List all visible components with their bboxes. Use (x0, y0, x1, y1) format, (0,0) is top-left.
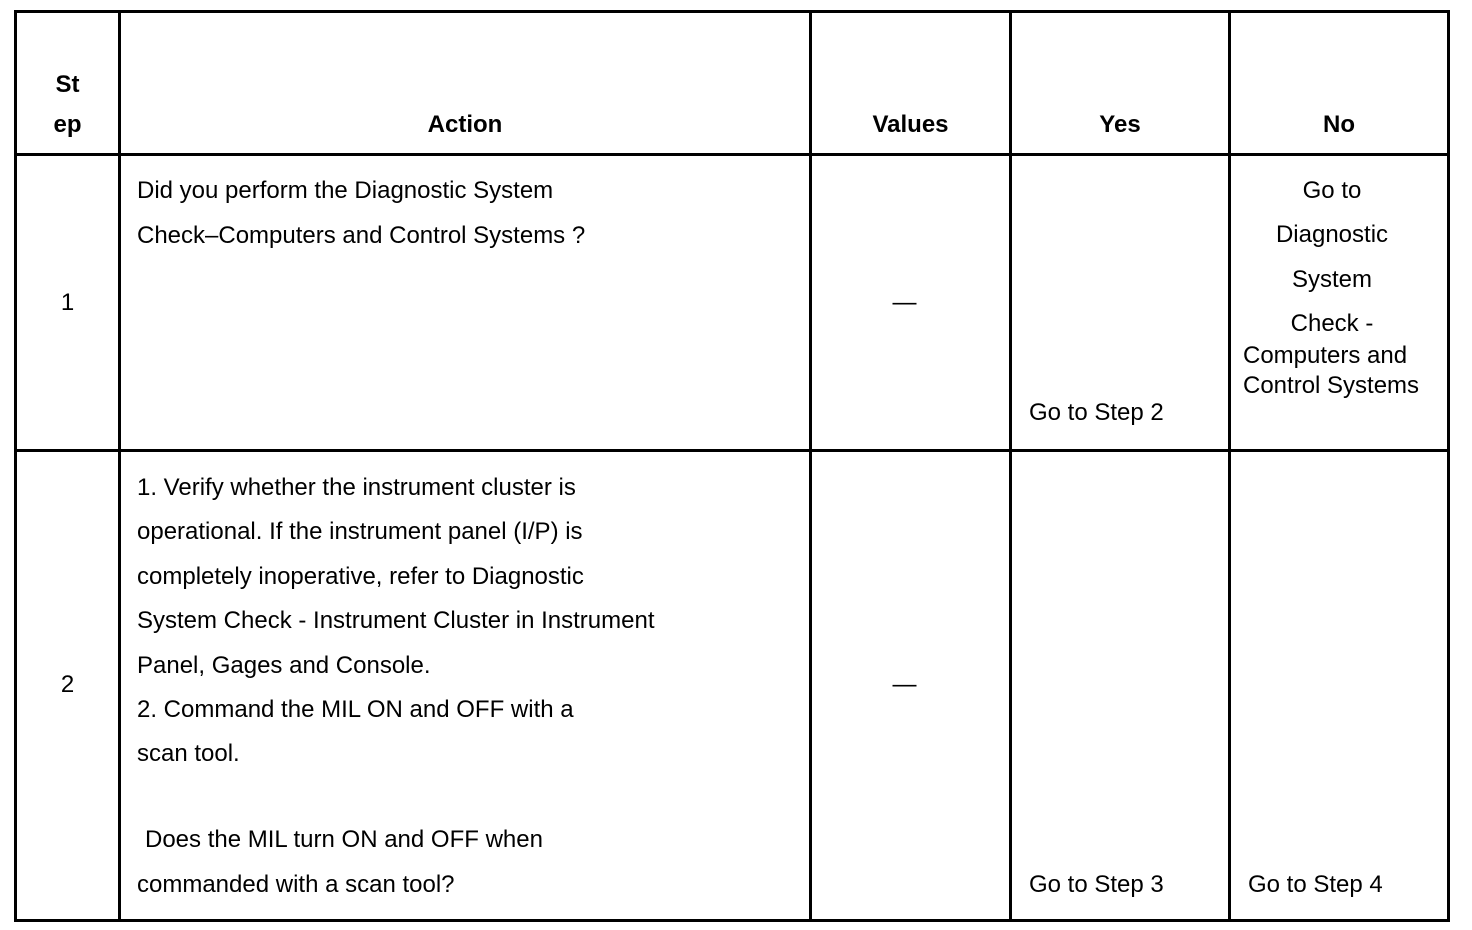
row2-action-line: Panel, Gages and Console. (137, 652, 431, 679)
row2-action-line: Does the MIL turn ON and OFF when (145, 826, 543, 853)
row1-value: — (892, 289, 917, 316)
column-divider (809, 13, 812, 919)
row1-no-line: Check - (1290, 310, 1374, 337)
column-divider (118, 13, 121, 919)
row2-action-line: operational. If the instrument panel (I/P) is (137, 518, 583, 545)
header-values: Values (872, 111, 949, 138)
row2-action-line: System Check - Instrument Cluster in Instrument (137, 607, 655, 634)
row2-action-line: 1. Verify whether the instrument cluster is (137, 474, 576, 501)
row1-no-line: Diagnostic (1275, 221, 1389, 248)
row2-action-line: 2. Command the MIL ON and OFF with a (137, 696, 574, 723)
row2-yes: Go to Step 3 (1029, 871, 1164, 898)
row1-no-line: Control Systems (1243, 372, 1420, 399)
row2-action-line: scan tool. (137, 740, 240, 767)
row1-action-line: Check–Computers and Control Systems ? (137, 222, 586, 249)
row2-value: — (892, 671, 917, 698)
header-action: Action (427, 111, 503, 138)
header-no: No (1323, 111, 1355, 138)
row2-action-line: commanded with a scan tool? (137, 871, 455, 898)
row-divider (17, 449, 1447, 452)
row2-no: Go to Step 4 (1248, 871, 1383, 898)
row1-no-line: Go to (1302, 177, 1362, 204)
row1-step: 1 (60, 289, 75, 316)
row2-action-line: completely inoperative, refer to Diagnostic (137, 563, 584, 590)
column-divider (1228, 13, 1231, 919)
row-divider (17, 153, 1447, 156)
header-yes: Yes (1099, 111, 1141, 138)
row1-action-line: Did you perform the Diagnostic System (137, 177, 554, 204)
header-step-line2: ep (53, 111, 82, 138)
row1-no-line: System (1291, 266, 1372, 293)
diagnostic-table (14, 10, 1450, 922)
column-divider (1009, 13, 1012, 919)
row1-no-line: Computers and (1243, 342, 1408, 369)
row2-step: 2 (60, 671, 75, 698)
row1-yes: Go to Step 2 (1029, 399, 1164, 426)
header-step-line1: St (55, 71, 80, 98)
